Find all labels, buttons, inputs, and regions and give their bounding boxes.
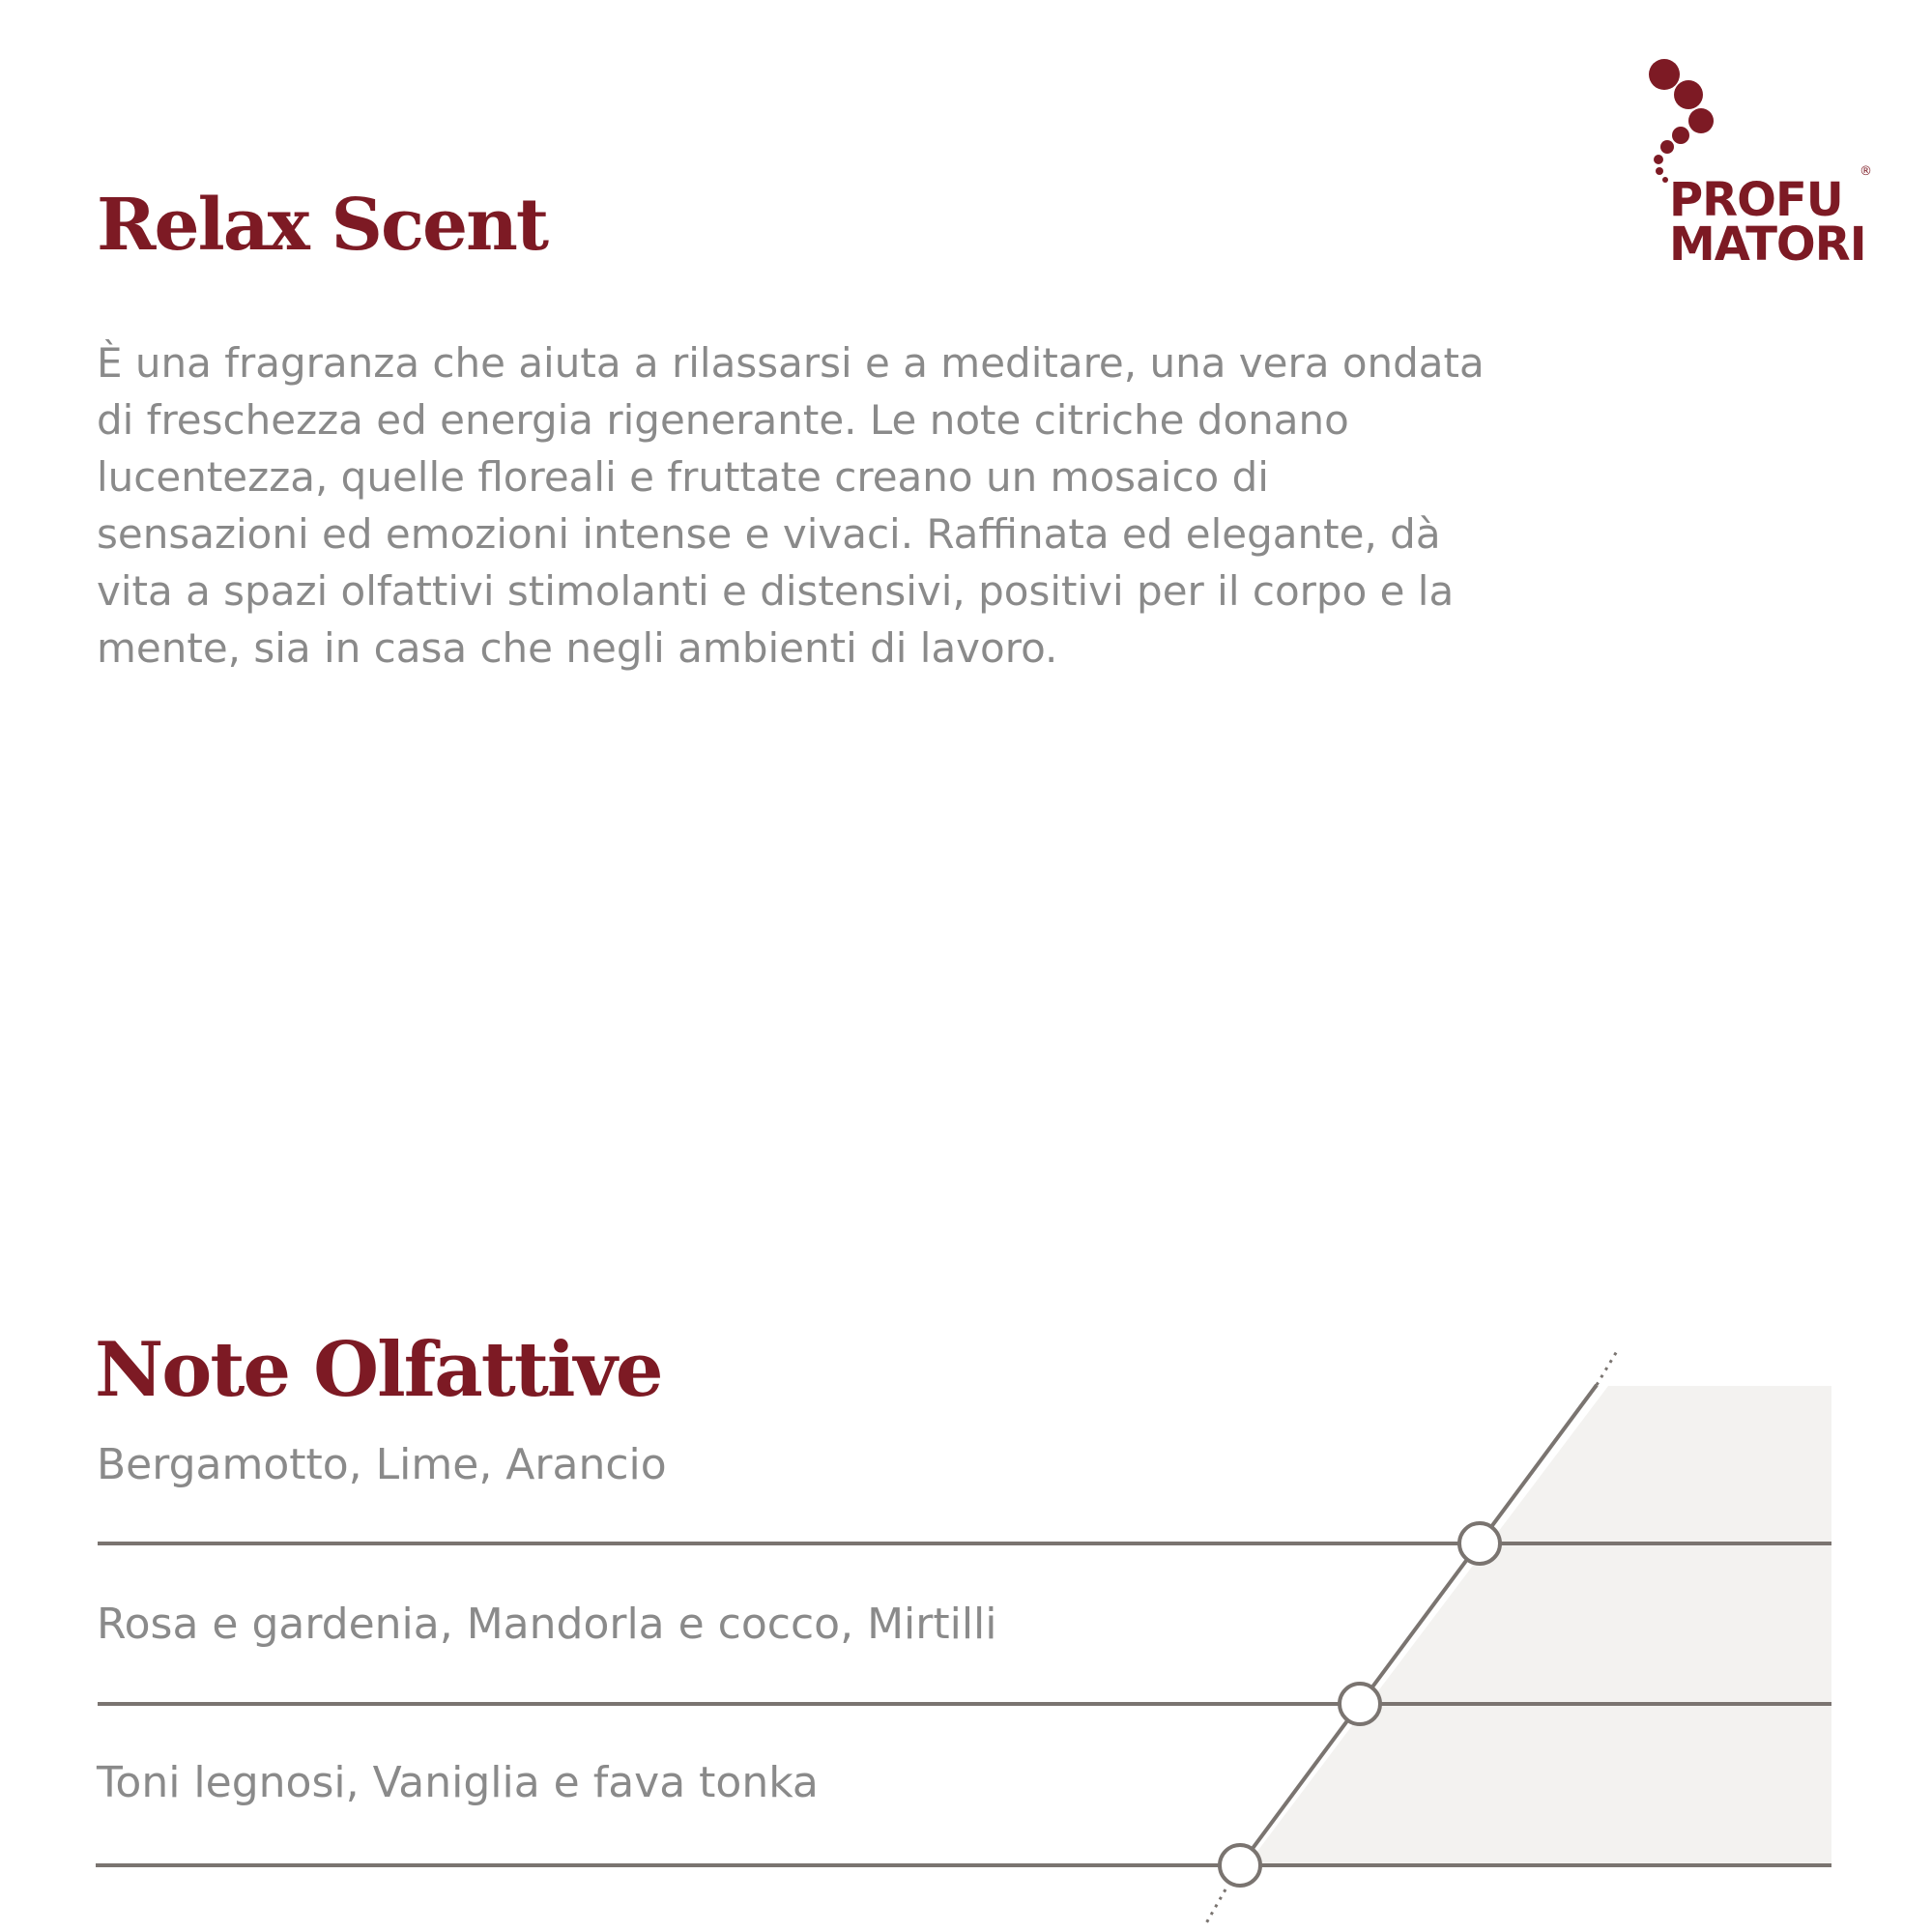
logo-bubble [1649,59,1680,90]
heart-notes-text: Rosa e gardenia, Mandorla e cocco, Mirtilli [97,1600,997,1649]
fragrance-description: È una fragranza che aiuta a rilassarsi e a meditare, una vera ondata di freschezza ed energia rigenerante. Le note citriche donano lucentezza, quelle floreali e fruttate creano un mosaico di sensazioni ed emozioni intense e vivaci. Raffinata ed elegante, dà vita a spazi olfattivi stimolanti e distensivi, positivi per il corpo e la mente, sia in casa che negli ambienti di lavoro. [97,339,1485,672]
logo-bubble [1662,177,1668,183]
logo-text-line2: MATORI [1669,217,1866,272]
pyramid-shade [1247,1386,1831,1865]
page-title: Relax Scent [97,184,548,267]
registered-mark: ® [1860,164,1872,179]
notes-section-title: Note Olfattive [95,1326,662,1414]
logo-bubble [1672,127,1689,144]
marker-heart-notes [1340,1684,1380,1724]
logo-bubble [1688,108,1714,133]
brand-logo [1643,50,1894,273]
pyramid-diagonal-dotted-bottom [1206,1889,1226,1923]
top-notes-text: Bergamotto, Lime, Arancio [97,1440,667,1489]
pyramid-diagonal-dotted-top [1597,1351,1617,1385]
logo-text-line1: PROFU [1669,173,1843,227]
logo-bubble [1674,80,1703,109]
marker-base-notes [1220,1845,1260,1886]
base-notes-text: Toni legnosi, Vaniglia e fava tonka [97,1758,819,1807]
logo-bubble [1656,167,1663,175]
marker-top-notes [1459,1523,1500,1564]
logo-bubble [1654,155,1663,164]
logo-bubble [1660,140,1674,154]
